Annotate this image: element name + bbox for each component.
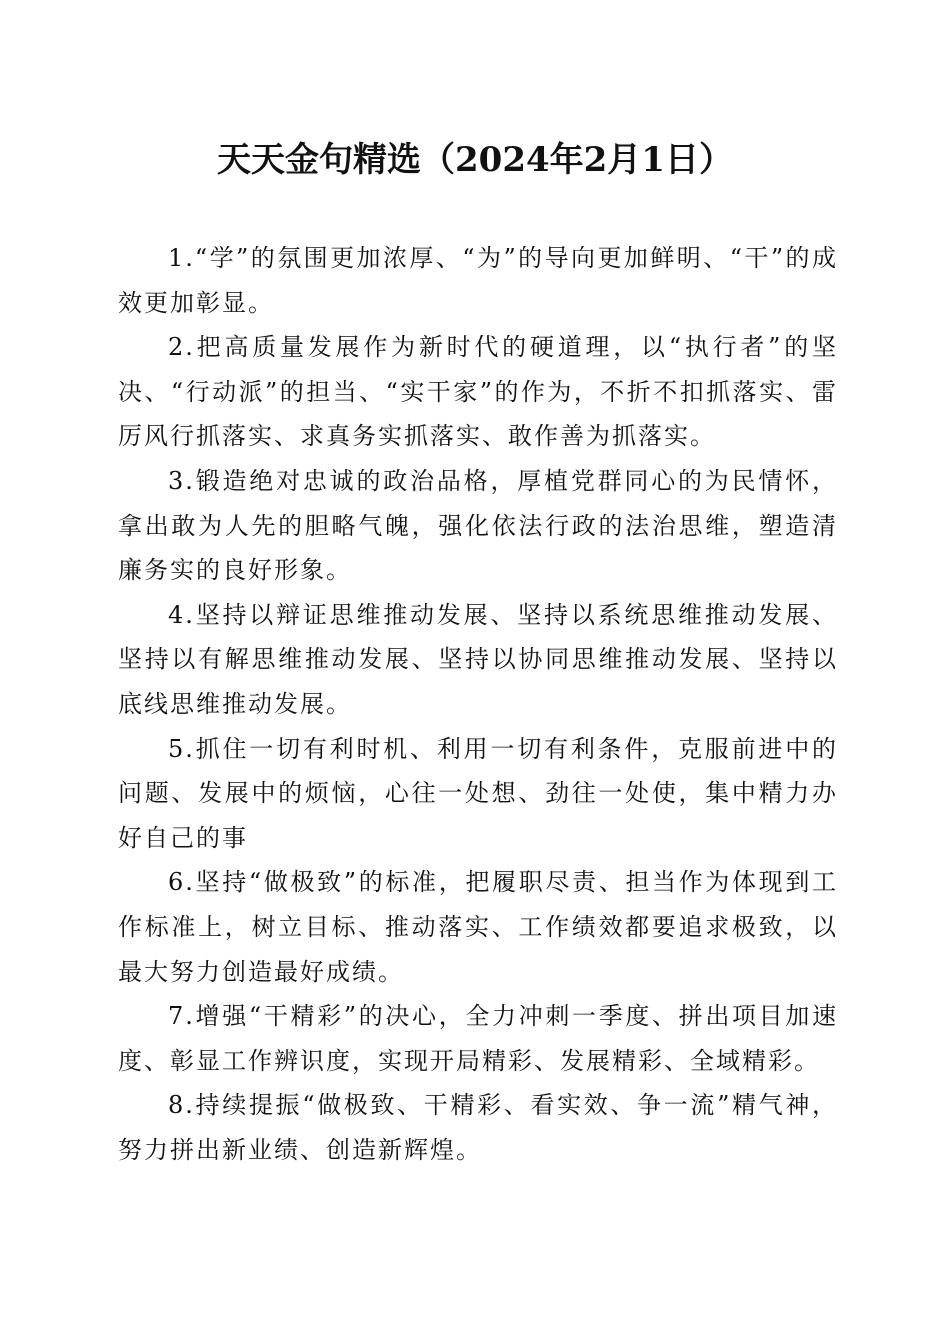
list-item: 5.抓住一切有利时机、利用一切有利条件，克服前进中的问题、发展中的烦恼，心往一处想、劲往一处使，集中精力办好自己的事 (118, 734, 838, 852)
list-item: 8.持续提振“做极致、干精彩、看实效、争一流”精气神，努力拼出新业绩、创造新辉煌。 (118, 1091, 838, 1164)
document-body (118, 236, 838, 1172)
list-item: 1.“学”的氛围更加浓厚、“为”的导向更加鲜明、“干”的成效更加彰显。 (118, 244, 838, 317)
document-title: 天天金句精选（2024年2月1日） (217, 140, 733, 180)
list-item: 4.坚持以辩证思维推动发展、坚持以系统思维推动发展、坚持以有解思维推动发展、坚持以协同思维推动发展、坚持以底线思维推动发展。 (118, 600, 838, 718)
list-item: 2.把高质量发展作为新时代的硬道理，以“执行者”的坚决、“行动派”的担当、“实干家”的作为，不折不扣抓落实、雷厉风行抓落实、求真务实抓落实、敢作善为抓落实。 (118, 333, 838, 451)
list-item: 7.增强“干精彩”的决心，全力冲刺一季度、拼出项目加速度、彰显工作辨识度，实现开局精彩、发展精彩、全域精彩。 (118, 1002, 838, 1075)
list-item: 3.锻造绝对忠诚的政治品格，厚植党群同心的为民情怀，拿出敢为人先的胆略气魄，强化依法行政的法治思维，塑造清廉务实的良好形象。 (118, 466, 838, 585)
list-item: 6.坚持“做极致”的标准，把履职尽责、担当作为体现到工作标准上，树立目标、推动落实、工作绩效都要追求极致，以最大努力创造最好成绩。 (118, 868, 838, 986)
